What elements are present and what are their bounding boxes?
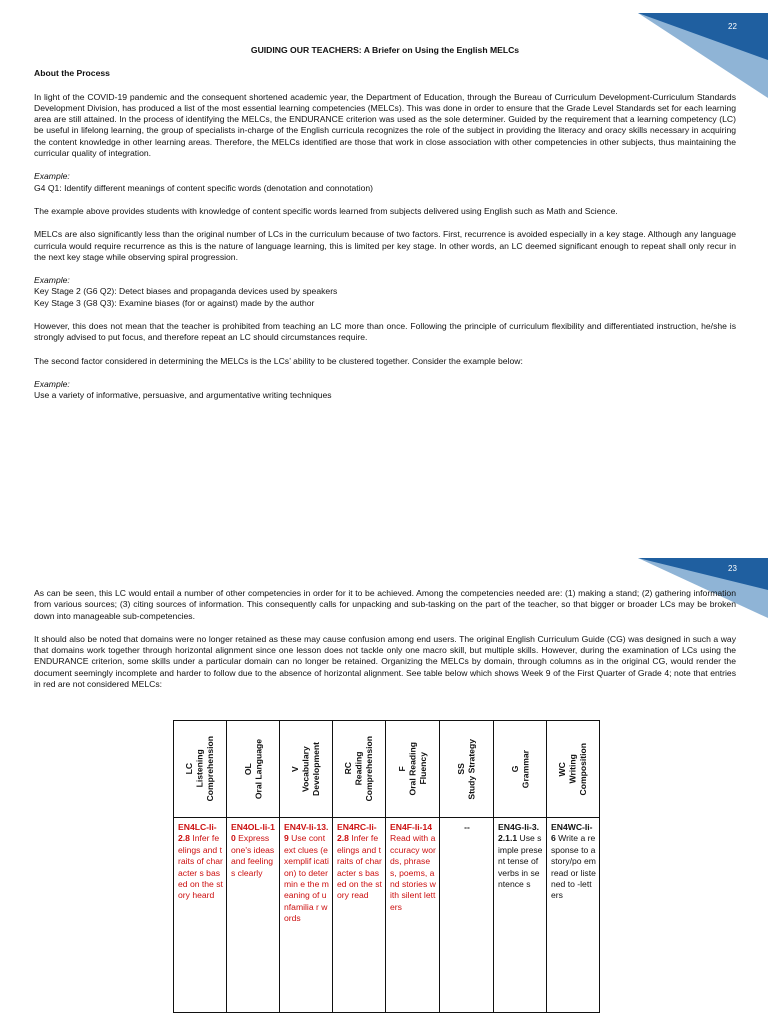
header-abbr: F <box>396 766 407 772</box>
paragraph: The example above provides students with knowledge of content specific words learned from subjects delivered using English such as Math and Science. <box>34 205 618 216</box>
paragraph: In light of the COVID-19 pandemic and the consequent shortened academic year, the Department of Education, through the Bureau of Curriculum Development-Curriculum Standards Development Division, has produced a list of the most essential learning competencies (MELCs). This was done in order to ensure that the Grade Level Standards set for each learning area are still attained. In the process of identifying the MELCs, the ENDURANCE criterion was used as the sole determiner. Guided by the requirement that a learning competency (LC) be useful in lifelong learning, the group of specialists in-charge of the English curricula recognizes the role of the subject in providing the literacy and oracy skills necessary in acquiring the content knowledge in other learning areas. Therefore, the MELCs identified are those that work in close association with other competencies in other subjects, thus maintaining the curricular quality of integration. <box>34 91 736 159</box>
header-abbr: G <box>509 765 520 773</box>
paragraph: As can be seen, this LC would entail a number of other competencies in order for it to be achieved. Among the competencies needed are: (1) making a stand; (2) gathering information from various sources; (3) citing sources of information. This consequently calls for unpacking and sub-tasking on the part of the teacher, so that bigger or broader LCs may be broken down into manageable sub-competencies. <box>34 588 736 621</box>
competency-text: Infer feelings and traits of character s based on the story read <box>337 833 382 901</box>
example-text: Key Stage 3 (G8 Q3): Examine biases (for or against) made by the author <box>34 297 315 308</box>
header-line2: Composition <box>578 742 589 796</box>
table-cell <box>494 818 547 1013</box>
table-cell <box>547 818 600 1013</box>
table-header-label <box>290 742 322 796</box>
table-cell <box>440 818 494 1013</box>
competency-text: Infer feelings and traits of character s based on the story heard <box>178 833 223 901</box>
header-line1: Grammar <box>520 749 530 789</box>
table-header-cell <box>227 721 280 818</box>
page-number: 23 <box>728 564 737 573</box>
paragraph: It should also be noted that domains were no longer retained as these may cause confusion among end users. The original English Curriculum Guide (CG) was designed in such a way that domains work together through horizontal alignment since one lesson does not tackle only one macro skill, but multiple skills. However, during the examination of LCs using the ENDURANCE criterion, some skills under a particular domain can no longer be retained. Organizing the MELCs by domain, through columns as in the original CG, would render the document seemingly incomplete and harder to follow due to the absence of horizontal alignment. See table below which shows Week 9 of the First Quarter of Grade 4; note that entries in red are not considered MELCs: <box>34 633 736 690</box>
paragraph: However, this does not mean that the teacher is prohibited from teaching an LC more than once. Following the principle of curriculum flexibility and differentiated instruction, he/she is strongly advised to put focus, and therefore repeat an LC should circumstances require. <box>34 321 736 343</box>
table-header-label <box>184 736 216 801</box>
competency-text: Read with accuracy words, phrases, poems, and stories with silent letters <box>390 833 436 912</box>
competency-text: Express one's ideas and feelings clearly <box>231 833 275 878</box>
table-header-label <box>510 750 531 788</box>
competency-code: EN4V-Ii-13.9 <box>284 822 329 844</box>
table-cell <box>174 818 227 1013</box>
header-abbr: WC <box>557 761 568 777</box>
header-line1: Oral Reading <box>407 742 418 796</box>
header-abbr: OL <box>242 763 253 775</box>
table-header-cell <box>494 721 547 818</box>
document-title: GUIDING OUR TEACHERS: A Briefer on Using the English MELCs <box>250 45 520 55</box>
table-cell <box>333 818 386 1013</box>
page-number: 22 <box>728 22 737 31</box>
header-abbr: V <box>290 766 301 772</box>
header-line1: Study Strategy <box>466 738 477 800</box>
table-cell <box>227 818 280 1013</box>
table-header-cell <box>547 721 600 818</box>
competency-code: EN4LC-Ii-2.8 <box>178 822 217 844</box>
example-label: Example: <box>34 275 70 286</box>
table-header-label <box>557 743 589 796</box>
header-line1: Vocabulary <box>300 746 311 792</box>
header-abbr: SS <box>456 763 466 775</box>
header-line2: Comprehension <box>364 736 375 802</box>
competency-code: EN4G-Ii-3.2.1.1 <box>498 822 540 844</box>
header-line2: Development <box>311 742 322 796</box>
table-cell <box>386 818 440 1013</box>
header-line1: Oral Language <box>253 738 263 800</box>
competency-text: Use context clues (exemplif ication) to determin e the meaning of unfamilia r words <box>284 833 329 924</box>
competency-code: EN4OL-Ii-10 <box>231 822 275 844</box>
header-line1: Writing <box>567 754 578 784</box>
header-abbr: LC <box>184 763 195 775</box>
table-header-label <box>243 739 264 799</box>
header-line2: Comprehension <box>205 736 216 802</box>
section-heading: About the Process <box>34 68 110 79</box>
table-header-label <box>397 742 429 795</box>
header-line1: Listening <box>194 749 205 789</box>
competency-text: Write a response to a story/po em read or listened to -letters <box>551 833 596 901</box>
example-text: Key Stage 2 (G6 Q2): Detect biases and propaganda devices used by speakers <box>34 286 338 297</box>
header-line1: Reading <box>353 752 364 786</box>
example-text: Use a variety of informative, persuasive, and argumentative writing techniques <box>34 390 332 401</box>
table-header-cell <box>280 721 333 818</box>
competency-text: Use simple present tense of verbs in sentence s <box>498 833 543 890</box>
example-label: Example: <box>34 378 70 389</box>
example-text: G4 Q1: Identify different meanings of content specific words (denotation and connotation) <box>34 182 374 193</box>
paragraph: The second factor considered in determining the MELCs is the LCs’ ability to be clustered together. Consider the example below: <box>34 355 523 366</box>
table-header-label <box>343 736 375 801</box>
competency-code: EN4RC-Ii-2.8 <box>337 822 377 844</box>
melc-week9-table <box>173 720 600 1013</box>
competency-code: EN4F-Ii-14 <box>390 822 433 832</box>
table-header-cell <box>386 721 440 818</box>
header-line2: Fluency <box>417 752 428 786</box>
table-header-cell <box>440 721 494 818</box>
table-cell <box>280 818 333 1013</box>
table-header-cell <box>333 721 386 818</box>
competency-code: EN4WC-Ii-6 <box>551 822 593 844</box>
header-abbr: RC <box>343 762 354 776</box>
table-header-cell <box>174 721 227 818</box>
example-label: Example: <box>34 171 70 182</box>
competency-code: -- <box>464 822 470 832</box>
paragraph: MELCs are also significantly less than the original number of LCs in the curriculum because of two factors. First, recurrence is avoided especially in a key stage. Although any language curricula would require recurrence as this is the nature of language learning, this is limited per key stage. In other words, an LC deemed significant enough to repeat shall only recur in the next key stage while observing spiral progression. <box>34 229 736 262</box>
table-header-label <box>456 739 477 800</box>
